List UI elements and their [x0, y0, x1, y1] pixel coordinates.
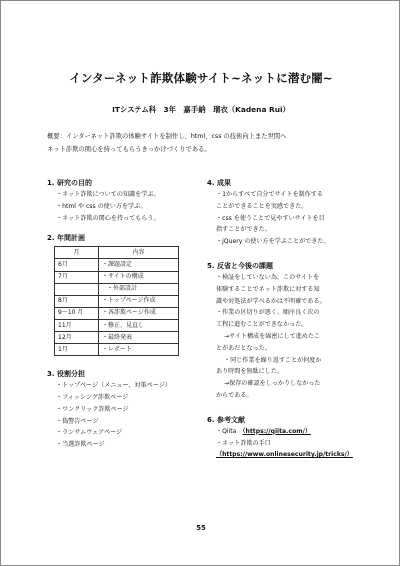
text-line: 指すことができた。: [216, 226, 271, 234]
table-cell: 11月: [55, 319, 99, 331]
table-row: [55, 319, 179, 331]
table-cell: 12月: [55, 332, 99, 344]
table-cell: ・修正、見直し: [99, 319, 179, 331]
table-cell: ・レポート: [99, 344, 179, 356]
table-row: [55, 271, 179, 283]
table-cell: ・サイトの構成: [99, 271, 179, 283]
author-line: ITシステム科 3年 嘉手納 瑠衣（Kadena Rui）: [112, 105, 290, 114]
table-row: [55, 307, 179, 319]
reference-item: [207, 438, 359, 450]
list-item: ・ネット詐欺についての知識を学ぶ。: [56, 191, 160, 198]
reference-item: [207, 449, 359, 461]
list-item: ・当選詐欺ページ: [56, 441, 105, 449]
section-reflection: [207, 261, 359, 402]
text-line: ・検証をしていない為、このサイトを: [216, 273, 320, 281]
text-line: →保存の確認をしっかりしなかった: [224, 380, 321, 388]
section-roles: [47, 369, 197, 451]
text-line: 識や対処法が学べるかは不明確である。: [216, 297, 326, 305]
section-heading: 6. 参考文献: [207, 415, 245, 424]
text-line: とがあだとなった。: [216, 344, 271, 352]
table-cell: 6月: [55, 259, 99, 271]
table-cell: ・トップページ作成: [99, 295, 179, 307]
section-heading: 5. 反省と今後の課題: [207, 261, 273, 270]
table-cell: ・外部設計: [99, 283, 179, 295]
table-row: [55, 295, 179, 307]
list-item: ・ネット詐欺の関心を持ってもらう。: [56, 214, 160, 222]
table-cell: [55, 283, 99, 295]
text-line: ・1からすべて自分でサイトを制作する: [216, 191, 323, 198]
right-column: [207, 178, 359, 461]
list-item: ・トップページ（メニュー、対策ページ）: [56, 382, 171, 390]
table-row: [55, 344, 179, 356]
table-cell: 7月: [55, 271, 99, 283]
text-line: 体験することでネット詐欺に対する知: [216, 285, 320, 293]
text-line: →サイト構成を綿密にして進めたこ: [224, 332, 321, 340]
text-line: ことができることを実感できた。: [216, 202, 308, 210]
text-line: ・作業の区切りが悪く、順序良く次の: [216, 309, 320, 317]
section-heading: 1. 研究の目的: [47, 179, 92, 187]
reference-link[interactable]: （https://qiita.com/）: [242, 427, 311, 435]
abstract-line: 概要：インターネット詐欺の体験サイトを制作し、html、css の技術向上また世間へ: [47, 133, 287, 140]
section-results: [207, 178, 359, 248]
table-cell: 8月: [55, 295, 99, 307]
list-item: ・ワンクリック詐欺ページ: [56, 405, 129, 413]
reference-label: ・ネット詐欺の手口: [216, 439, 271, 447]
column-header: 内容: [99, 247, 179, 259]
table-header-row: [55, 247, 179, 259]
page-number: 55: [196, 524, 206, 532]
text-line: 工程に進むことができなかった。: [216, 321, 308, 329]
list-item: ・html や css の使い方を学ぶ。: [56, 202, 147, 210]
table-row: [55, 259, 179, 271]
list-item: ・フィッシング詐欺ページ: [56, 394, 129, 402]
section-heading: 3. 役割分担: [47, 370, 85, 379]
text-line: ・jQuery の使い方を学ぶことができた。: [216, 238, 330, 246]
table-cell: 9～10 月: [55, 307, 99, 319]
text-line: ・同じ作業を繰り返すことが何度か: [224, 356, 322, 364]
section-heading: 4. 成果: [207, 179, 231, 187]
paper-title: インターネット詐欺体験サイト~ネットに潜む闇~: [69, 71, 333, 85]
left-column: [47, 178, 197, 451]
table-cell: ・最終発表: [99, 332, 179, 344]
schedule-table: [54, 246, 179, 356]
list-item: ・偽警告ページ: [56, 417, 99, 425]
table-cell: ・課題設定: [99, 259, 179, 271]
text-line: あり時間を無駄にした。: [216, 368, 284, 376]
list-item: ・ランサムウェアページ: [56, 429, 123, 437]
text-line: からである。: [216, 391, 253, 399]
table-row: [55, 332, 179, 344]
column-header: 月: [55, 247, 99, 259]
section-references: [207, 415, 359, 461]
abstract-line: ネット詐欺の関心を持ってもらうきっかけづくりである。: [47, 146, 211, 153]
section-purpose: [47, 178, 197, 224]
reference-item: [207, 426, 359, 438]
table-row: [55, 283, 179, 295]
section-schedule: [47, 233, 197, 356]
section-heading: 2. 年間計画: [47, 234, 85, 243]
reference-link[interactable]: （https://www.onlinesecurity.jp/tricks/）: [216, 451, 353, 459]
table-cell: 1月: [55, 344, 99, 356]
table-cell: ・各詐欺ページ作成: [99, 307, 179, 319]
text-line: ・css を使うことで見やすいサイトを目: [216, 214, 325, 222]
reference-label: ・Qiita: [216, 427, 243, 435]
abstract: [47, 130, 367, 156]
